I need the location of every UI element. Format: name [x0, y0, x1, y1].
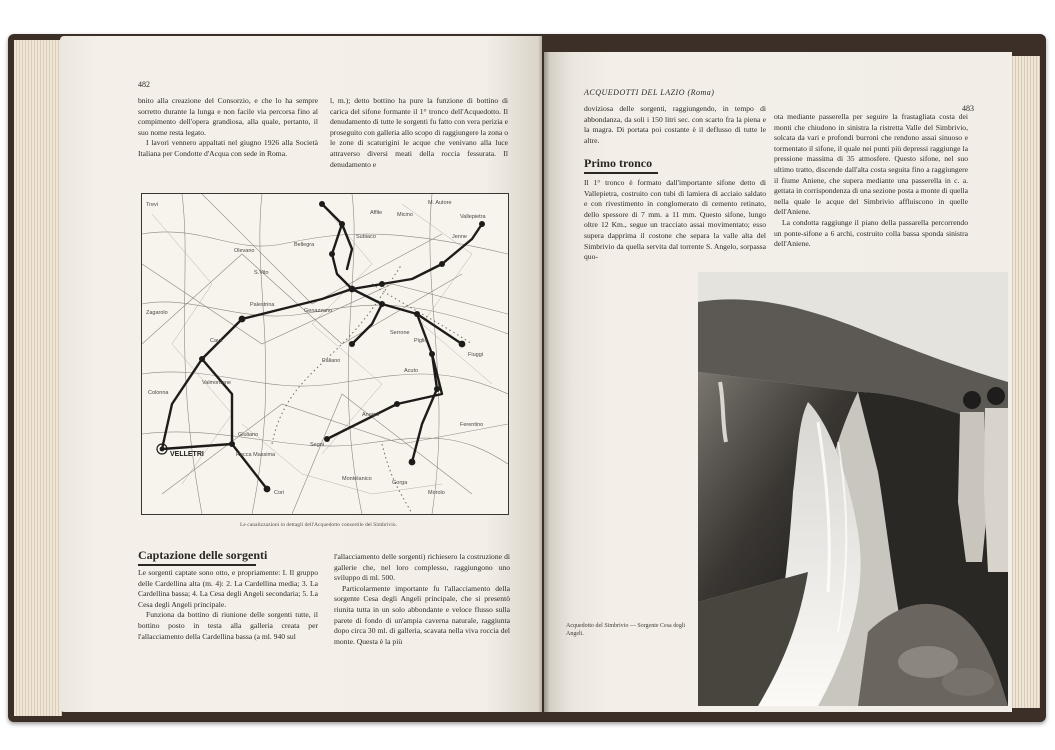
map-label: S.Vito	[254, 270, 269, 276]
map-label: Affile	[370, 210, 383, 216]
paragraph: l, m.); detto bottino ha pure la funzione di bottino di carica del sifone formante il 1° tronco dell'Acquedotto. Il denudamento di tutte le sorgenti fu fatto con vera perizia e proseguito con galleria allo scopo di raggiungere la zona o le zone di scaturigini le acque che venivano alla luce attraverso diversi meati della roccia fessurata. Il denudamento e	[330, 96, 508, 169]
left-bottom-column-1	[138, 568, 318, 642]
left-top-column-2	[330, 96, 508, 170]
map-drawing	[142, 194, 508, 514]
paragraph: ota mediante passerella per seguire la frastagliata costa dei monti che chiudono in sinistra la ristretta Valle del Simbrivio, solcata da vari e profondi burroni che rendono assai sinuoso e tormentato il sifone, il quale nei punti più depressi raggiunge la pressione massima di 35 atmosfere. Questo sifone, nel suo ultimo tratto, discende dall'alta costa seguita fino a raggiungere il fiume Aniene, che supera mediante una passerella in c. a. gettata in corrispondenza di una sezione posta a monte di quella nella quale le acque del Simbrivio affluiscono in quelle dell'Aniene.	[774, 112, 968, 217]
right-column-1	[584, 178, 766, 263]
left-page-number: 482	[138, 80, 150, 89]
people-figures	[958, 387, 1008, 572]
running-header: ACQUEDOTTI DEL LAZIO (Roma)	[584, 88, 715, 97]
page-edges-right	[1010, 56, 1040, 708]
map-label: Bellegra	[294, 242, 315, 248]
right-column-2	[774, 112, 968, 250]
map-label: Micino	[397, 212, 413, 218]
map-label: Morolo	[428, 490, 445, 496]
map-label: Colonna	[148, 390, 169, 396]
map-label: Olevano	[234, 248, 255, 254]
paragraph: La condotta raggiunge il piano della passarella percorrendo un ponte-sifone a 6 archi, costruito colla bassa sponda sinistra dell'Aniene.	[774, 217, 968, 249]
photo-drawing	[698, 272, 1008, 706]
map-label: Segni	[310, 442, 325, 448]
map-label-velletri: VELLETRI	[170, 451, 204, 458]
map-caption: Le canalizzazioni in dettagli dell'Acquedotto consortile del Simbrivio.	[240, 522, 397, 528]
right-page-number: 483	[962, 104, 974, 113]
map-label: M. Autore	[428, 200, 452, 206]
map-label: Piglio	[414, 338, 428, 344]
paragraph: Particolarmente importante fu l'allacciamento della sorgente Cesa degli Angeli principale, che si presentò riunita tutta in un solo abbondante e veloce flusso sulla parete di fondo di un'ampia caverna naturale, raggiunta dopo circa 30 ml. di galleria, scavata nella viva roccia del monte. Questa è la più	[334, 583, 510, 646]
map-label: Acuto	[404, 368, 419, 374]
map-label: Cori	[274, 490, 285, 496]
map-roads	[142, 194, 508, 514]
map-border-dotted	[272, 264, 472, 514]
map-label: Rocca Massima	[236, 452, 276, 458]
paragraph: Funziona da bottino di riunione delle sorgenti tutte, il bottino posto in testa alla galleria creata per l'allacciamento della Cardellina bassa (a ml. 940 sul	[138, 610, 318, 641]
waterfall-photo	[698, 272, 1008, 706]
paragraph: bnito alla creazione del Consorzio, e che lo ha sempre sorretto durante la lunga e non facile via percorsa fino al compimento dell'opera grandiosa, alla quale, pertanto, il suo nome resta legato.	[138, 96, 318, 137]
map-labels	[146, 200, 487, 496]
map-label: Cave	[210, 338, 223, 344]
map-label: Ferentino	[460, 422, 484, 428]
map-label: Fiuggi	[468, 352, 483, 358]
section-title-captazione: Captazione delle sorgenti	[138, 548, 268, 562]
aqueduct-map	[141, 193, 509, 515]
map-label: Trevi	[146, 202, 159, 208]
map-label: Giuliano	[238, 432, 259, 438]
paragraph: doviziosa delle sorgenti, raggiungendo, in tempo di abbondanza, da soli i 150 litri sec. con scarto fra la piena e la magra. Di portata poi costante è il deflusso di tutte le altre.	[584, 104, 766, 145]
left-bottom-column-2	[334, 552, 510, 647]
paragraph: I lavori vennero appaltati nel giugno 1926 alla Società Italiana per Condotte d'Acqua con sede in Roma.	[138, 138, 318, 158]
map-label: Gorga	[392, 480, 408, 486]
map-label: Valmontone	[202, 380, 231, 386]
map-label: Zagarolo	[146, 310, 168, 316]
map-label: Serrone	[390, 330, 410, 336]
paragraph: Le sorgenti captate sono otto, e propriamente: I. Il gruppo delle Cardellina alta (m. 4): 2. La Cardellina media; 3. La Cardellina bassa; 4. La Cesa degli Angeli secondaria; 5. La Cesa degli Angeli principale.	[138, 568, 318, 609]
map-label: Jenne	[452, 234, 467, 240]
section-title-primo-tronco: Primo tronco	[584, 156, 653, 170]
left-top-column-1	[138, 96, 318, 160]
map-label: Vallepietra	[460, 214, 486, 220]
paragraph: Il 1° tronco è formato dall'importante sifone detto di Vallepietra, costruito con tubi di lamiera di acciaio saldato e con rivestimento in conglomerato di cemento retinato, dello spessore di 7 mm. a 11 mm. Questo sifone, lungo oltre 12 Km., segue un tracciato assai movimentato; esso supera dapprima il costone che separa la valle alta del Simbrivio da quella servita dal torrente S. Angelo, sorpassa quo-	[584, 178, 766, 262]
map-label: Genazzano	[304, 308, 333, 314]
map-label: Subiaco	[356, 234, 376, 240]
book-gutter	[538, 36, 550, 712]
section-underline	[138, 564, 256, 566]
photo-caption: Acquedotto del Simbrivio — Sorgente Cesa degli Angeli.	[566, 623, 686, 637]
right-top-column-1	[584, 104, 766, 146]
map-label: Palestrina	[250, 302, 275, 308]
map-label: Anagni	[362, 412, 380, 418]
section-underline	[584, 172, 658, 174]
paragraph: l'allacciamento delle sorgenti) richiesero la costruzione di gallerie che, nel loro complesso, raggiungono uno sviluppo di ml. 500.	[334, 552, 510, 583]
map-label: Paliano	[322, 358, 341, 364]
page-edges-left	[14, 40, 62, 716]
map-label: Montelanico	[342, 476, 372, 482]
